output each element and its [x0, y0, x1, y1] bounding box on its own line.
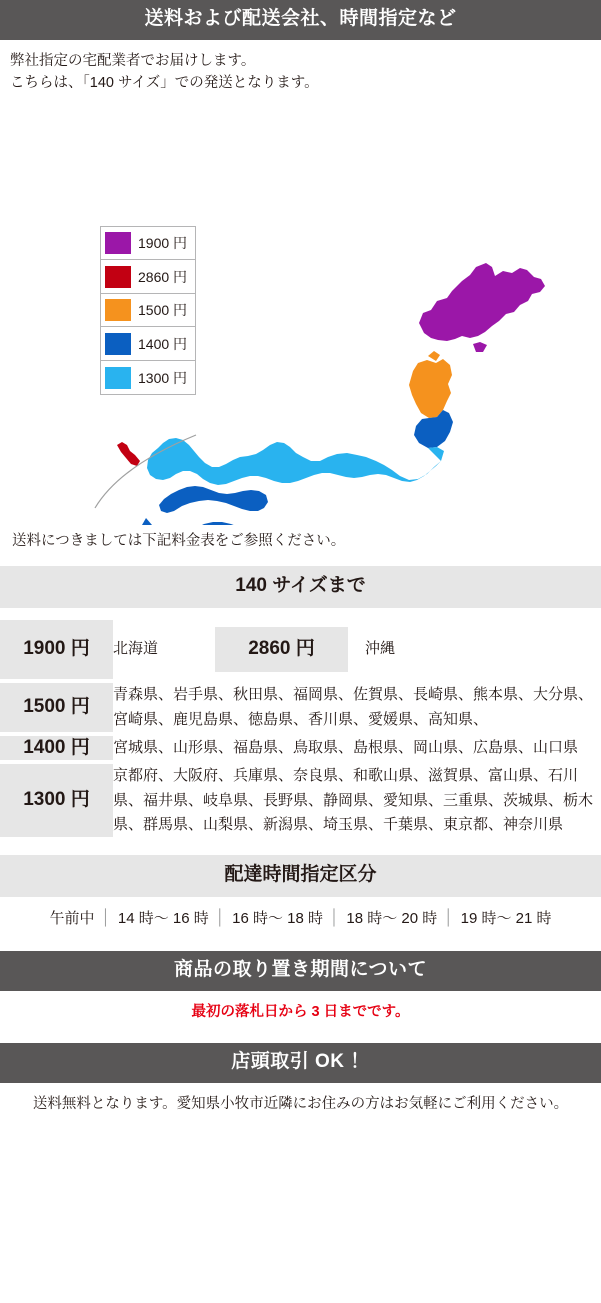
time-separator: │	[101, 909, 111, 927]
table-row	[0, 681, 601, 734]
fee-price-2860: 2860 円	[215, 627, 348, 673]
page-title: 送料および配送会社、時間指定など	[0, 0, 601, 40]
legend-swatch-1500	[105, 299, 131, 321]
time-separator: │	[215, 909, 226, 927]
fee-area-hokkaido	[113, 618, 601, 682]
legend-label-1900: 1900 円	[138, 235, 188, 252]
intro-line-1: 弊社指定の宅配業者でお届けします。	[10, 52, 256, 69]
region-okinawa	[117, 442, 140, 466]
japan-shipping-map	[0, 95, 601, 525]
fee-area-1400: 宮城県、山形県、福島県、鳥取県、島根県、岡山県、広島県、山口県	[113, 734, 601, 762]
legend-item-1400	[101, 327, 195, 361]
region-tohoku-north	[409, 359, 452, 418]
table-row	[0, 618, 601, 682]
fee-table-title: 140 サイズまで	[0, 566, 601, 608]
legend-swatch-1400	[105, 333, 131, 355]
time-slot-3: 16 時〜 18 時	[232, 910, 323, 928]
hold-period-title: 商品の取り置き期間について	[0, 951, 601, 991]
store-pickup-title: 店頭取引 OK ！	[0, 1043, 601, 1083]
map-note: 送料につきましては下記料金表をご参照ください。	[12, 532, 346, 549]
intro-line-2: こちらは、「140 サイズ」での発送となります。	[10, 75, 319, 92]
region-kanto-chubu	[147, 438, 444, 485]
delivery-time-slots	[0, 897, 601, 939]
fee-table	[0, 616, 601, 842]
time-slot-1: 午前中	[49, 910, 95, 928]
table-row	[0, 762, 601, 839]
legend-swatch-1900	[105, 232, 131, 254]
time-slot-5: 19 時〜 21 時	[460, 910, 552, 928]
region-hokkaido	[419, 263, 545, 341]
legend-item-1900	[101, 227, 195, 261]
legend-item-1500	[101, 294, 195, 328]
time-slot-2: 14 時〜 16 時	[117, 910, 209, 928]
fee-area-1500: 青森県、岩手県、秋田県、福岡県、佐賀県、長崎県、熊本県、大分県、宮崎県、鹿児島県、徳島県、香川県、愛媛県、高知県、	[113, 681, 601, 734]
legend-swatch-2860	[105, 266, 131, 288]
intro-text	[0, 40, 601, 95]
hold-period-note: 最初の落札日から 3 日までです。	[191, 1004, 410, 1021]
time-separator: │	[444, 909, 454, 927]
region-aomori-tip	[428, 351, 440, 361]
legend-item-1300	[101, 361, 195, 395]
legend-label-1300: 1300 円	[138, 369, 188, 386]
region-chugoku-main	[159, 486, 268, 513]
legend-item-2860	[101, 260, 195, 294]
region-chugoku	[142, 518, 152, 525]
legend-swatch-1300	[105, 367, 131, 389]
delivery-time-title: 配達時間指定区分	[0, 855, 601, 897]
fee-area-okinawa-label: 沖縄	[365, 640, 396, 658]
region-shikoku	[191, 522, 250, 525]
store-pickup-note: 送料無料となります。愛知県小牧市近隣にお住みの方はお気軽にご利用ください。	[32, 1095, 569, 1112]
legend-label-1500: 1500 円	[138, 302, 188, 319]
fee-price-1400: 1400 円	[0, 734, 113, 762]
time-slot-4: 18 時〜 20 時	[346, 910, 438, 928]
fee-area-1300: 京都府、大阪府、兵庫県、奈良県、和歌山県、滋賀県、富山県、石川県、福井県、岐阜県、長野県、静岡県、愛知県、三重県、茨城県、栃木県、群馬県、山梨県、新潟県、埼玉県、千葉県、東京都、神奈川県	[113, 762, 601, 839]
fee-price-1900: 1900 円	[0, 618, 113, 682]
fee-price-1500: 1500 円	[0, 681, 113, 734]
region-hokkaido-tail	[473, 342, 487, 352]
map-legend	[100, 226, 196, 396]
japan-map-svg	[0, 95, 601, 525]
legend-label-2860: 2860 円	[138, 268, 188, 285]
table-row	[0, 734, 601, 762]
fee-price-1300: 1300 円	[0, 762, 113, 839]
fee-area-hokkaido-label: 北海道	[113, 640, 159, 658]
legend-label-1400: 1400 円	[138, 335, 188, 352]
time-separator: │	[330, 909, 340, 927]
